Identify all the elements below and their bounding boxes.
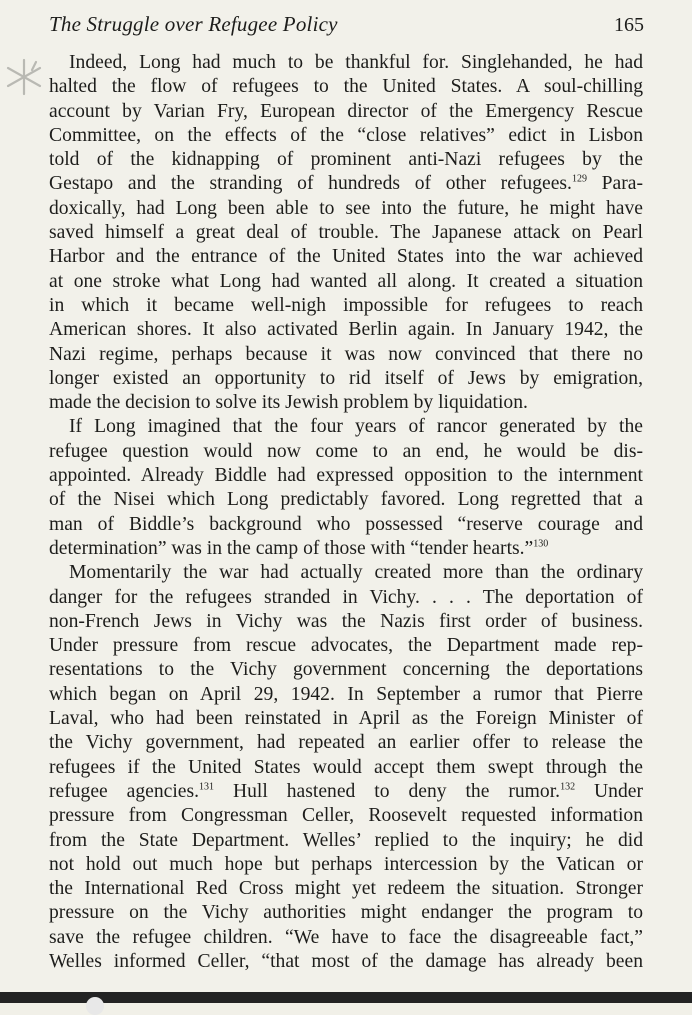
line-text: Para- (586, 173, 643, 195)
line-text: Committee, on the effects of the “close relatives” edict in Lisbon (49, 124, 643, 146)
line-text: Hull hastened to deny the rumor. (214, 780, 561, 802)
text-line (49, 488, 643, 512)
text-line (49, 464, 643, 488)
line-text: which began on April 29, 1942. In September a rumor that Pierre (49, 683, 643, 705)
line-text: resentations to the Vichy government concerning the deportations (49, 659, 643, 681)
viewer-bottom-bar (0, 992, 692, 1003)
line-text: from the State Department. Welles’ replied to the inquiry; he did (49, 829, 643, 851)
line-text: refugees if the United States would accept them swept through the (49, 756, 643, 778)
line-text: If Long imagined that the four years of rancor generated by the (69, 416, 643, 438)
page-number: 165 (614, 14, 644, 36)
text-line (49, 877, 643, 901)
line-text: not hold out much hope but perhaps intercession by the Vatican or (49, 853, 643, 875)
text-line (49, 221, 643, 245)
line-text: of the Nisei which Long predictably favored. Long regretted that a (49, 489, 643, 511)
line-text: refugee question would now come to an end, he would be dis- (49, 440, 643, 462)
text-line (49, 148, 643, 172)
text-line (49, 780, 643, 804)
text-line (49, 75, 643, 99)
line-text: Laval, who had been reinstated in April as the Foreign Minister of (49, 708, 643, 730)
body-text (49, 51, 643, 974)
text-line (49, 197, 643, 221)
line-text: Indeed, Long had much to be thankful for. Singlehanded, he had (69, 52, 643, 73)
text-line (49, 367, 643, 391)
scroll-handle[interactable] (86, 997, 104, 1015)
line-text: the Vichy government, had repeated an earlier offer to release the (49, 732, 643, 754)
line-text: saved himself a great deal of trouble. The Japanese attack on Pearl (49, 222, 643, 244)
line-text: halted the flow of refugees to the United States. A soul-chilling (49, 76, 643, 98)
text-line (49, 440, 643, 464)
text-line (49, 245, 643, 269)
text-line (49, 172, 643, 196)
text-line (49, 901, 643, 925)
text-line (49, 294, 643, 318)
text-line (49, 51, 643, 75)
text-line (49, 124, 643, 148)
text-line (49, 829, 643, 853)
text-line (49, 270, 643, 294)
text-line (49, 804, 643, 828)
line-text: American shores. It also activated Berlin again. In January 1942, the (49, 319, 643, 341)
line-text: Under pressure from rescue advocates, the Department made rep- (49, 635, 643, 657)
line-text: Momentarily the war had actually created more than the ordinary (69, 562, 643, 584)
text-line (49, 561, 643, 585)
line-text: determination” was in the camp of those with “tender hearts.” (49, 537, 534, 559)
footnote-marker: 131 (199, 781, 215, 793)
text-line (49, 634, 643, 658)
line-text: Harbor and the entrance of the United States into the war achieved (49, 246, 643, 268)
line-text: pressure from Congressman Celler, Roosevelt requested information (49, 805, 643, 827)
text-line (49, 731, 643, 755)
text-line (49, 586, 643, 610)
line-text: save the refugee children. “We have to face the disagreeable fact,” (49, 926, 643, 948)
footnote-marker: 129 (571, 173, 587, 185)
line-text: non-French Jews in Vichy was the Nazis first order of business. (49, 610, 643, 632)
text-line (49, 391, 643, 415)
line-text: made the decision to solve its Jewish problem by liquidation. (49, 392, 528, 414)
line-text: account by Varian Fry, European director of the Emergency Rescue (49, 100, 643, 122)
line-text: refugee agencies. (49, 780, 200, 802)
text-line (49, 950, 643, 974)
text-line (49, 683, 643, 707)
line-text: longer existed an opportunity to rid itself of Jews by emigration, (49, 367, 643, 389)
line-text: pressure on the Vichy authorities might endanger the program to (49, 902, 643, 924)
line-text: Under (575, 780, 643, 802)
text-line (49, 853, 643, 877)
line-text: danger for the refugees stranded in Vichy. . . . The deportation of (49, 586, 643, 608)
running-title: The Struggle over Refugee Policy (49, 12, 338, 36)
running-head (49, 12, 644, 42)
asterisk-pencil-mark-icon (2, 56, 46, 100)
line-text: doxically, had Long been able to see into the future, he might have (49, 197, 643, 219)
text-line (49, 513, 643, 537)
footnote-marker: 132 (560, 781, 576, 793)
text-line (49, 100, 643, 124)
line-text: Gestapo and the stranding of hundreds of other refugees. (49, 173, 572, 195)
text-line (49, 926, 643, 950)
text-line (49, 415, 643, 439)
text-line (49, 756, 643, 780)
footnote-marker: 130 (533, 538, 549, 550)
text-line (49, 318, 643, 342)
line-text: in which it became well-nigh impossible for refugees to reach (49, 294, 643, 316)
line-text: Nazi regime, perhaps because it was now convinced that there no (49, 343, 643, 365)
text-line (49, 658, 643, 682)
text-line (49, 707, 643, 731)
line-text: appointed. Already Biddle had expressed opposition to the internment (49, 465, 643, 487)
line-text: Welles informed Celler, “that most of the damage has already been (49, 950, 643, 972)
line-text: at one stroke what Long had wanted all along. It created a situation (49, 270, 643, 292)
line-text: the International Red Cross might yet redeem the situation. Stronger (49, 878, 643, 900)
line-text: told of the kidnapping of prominent anti-Nazi refugees by the (49, 149, 643, 171)
text-line (49, 343, 643, 367)
line-text: man of Biddle’s background who possessed “reserve courage and (49, 513, 643, 535)
text-line (49, 537, 643, 561)
text-line (49, 610, 643, 634)
